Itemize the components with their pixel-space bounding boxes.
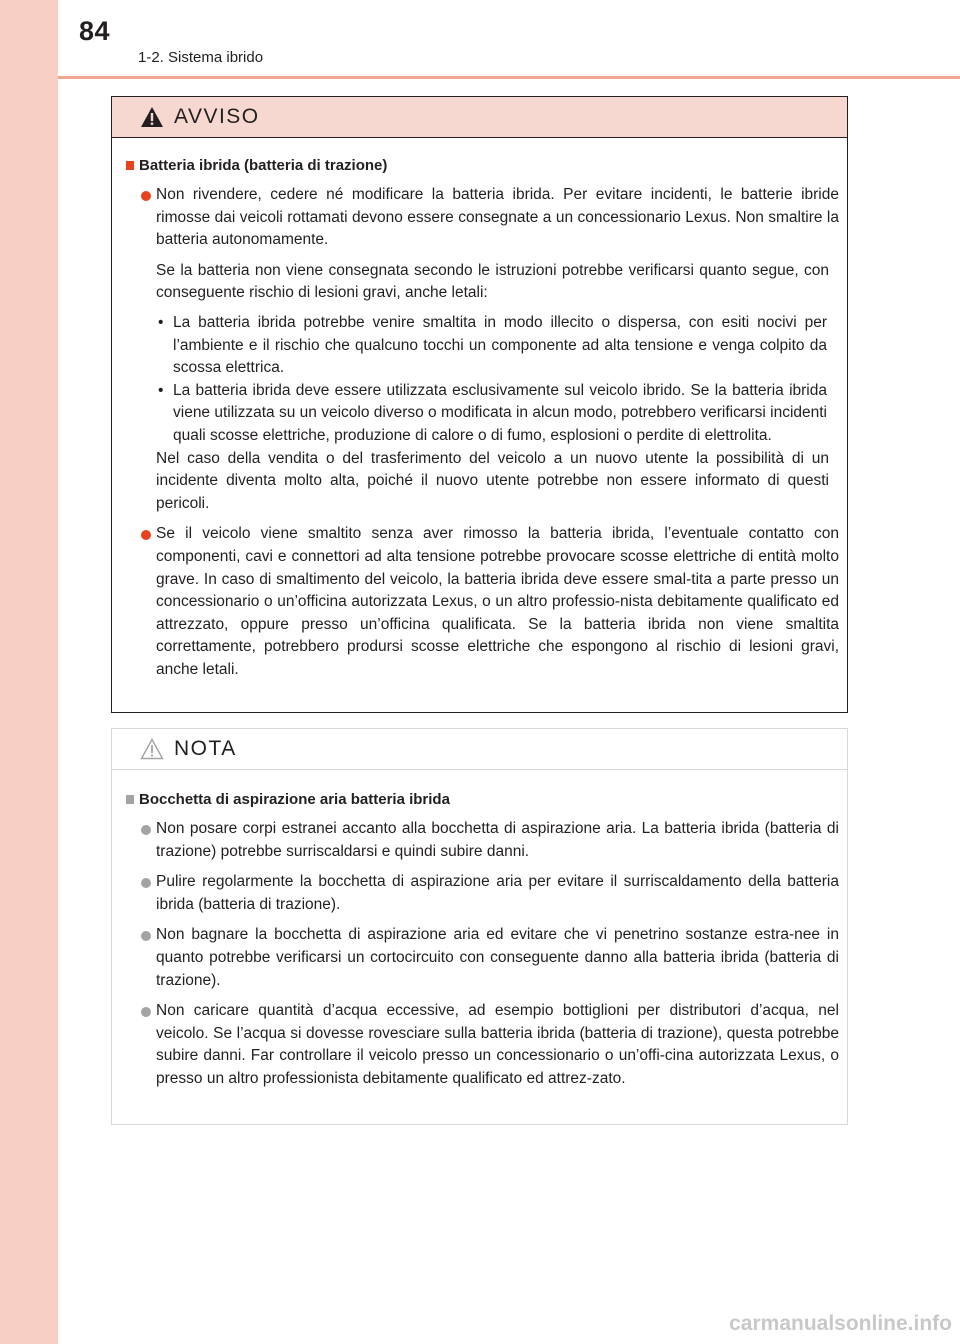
bullet-dot-icon <box>141 191 151 201</box>
note-subhead <box>126 789 839 811</box>
warning-subhead <box>126 155 839 177</box>
note-bullet-text: Non bagnare la bocchetta di aspirazione aria ed evitare che vi penetrino sostanze estra-nee in quanto potrebbe verificarsi un cortocircuito con conseguente danno alla batteria ibrida (batteria di trazione). <box>156 926 839 989</box>
note-content <box>126 789 839 1099</box>
warning-bullet-2-text: Se il veicolo viene smaltito senza aver rimosso la batteria ibrida, l’eventuale contatto con componenti, cavi e connettori ad alta tensione potrebbe provocare scosse elettriche di entità molto grave. In caso di smaltimento del veicolo, la batteria ibrida deve essere smal-tita a parte presso un concessionario o un’officina autorizzata Lexus, o un altro professio-nista debitamente qualificato ed attrezzato, oppure presso un’officina qualificata. Se la batteria ibrida non viene smaltita correttamente, potrebbero prodursi scosse elettriche che espongono al rischio di lesioni gravi, anche letali. <box>156 525 839 678</box>
watermark: carmanualsonline.info <box>729 1312 952 1335</box>
note-title: NOTA <box>174 737 237 760</box>
note-bullet <box>126 818 839 863</box>
note-bullet-text: Non posare corpi estranei accanto alla bocchetta di aspirazione aria. La batteria ibrida (batteria di trazione) potrebbe surriscaldarsi e quindi subire danni. <box>156 820 839 860</box>
bullet-dot-icon <box>141 825 151 835</box>
warning-triangle-icon <box>140 106 164 128</box>
warning-content <box>126 155 839 689</box>
page-margin-band <box>0 0 58 1344</box>
section-title: 1-2. Sistema ibrido <box>138 49 264 66</box>
note-header <box>112 729 847 770</box>
page-header <box>58 0 960 78</box>
warning-header <box>112 97 847 138</box>
warning-subhead-text: Batteria ibrida (batteria di trazione) <box>139 157 388 174</box>
bullet-dot-icon <box>141 878 151 888</box>
sub-bullet-mark: • <box>158 313 164 331</box>
sub-bullet-text: La batteria ibrida deve essere utilizzata esclusivamente sul veicolo ibrido. Se la batteria ibrida viene utilizzata su un veicolo diverso o modificata in alcun modo, potrebbero verificarsi incidenti quali scosse elettriche, produzione di calore o di fumo, esplosioni o perdite di elettrolita. <box>173 381 827 444</box>
warning-sub-bullet-list <box>156 312 839 448</box>
note-bullet <box>126 871 839 916</box>
warning-bullet-1-para-2: Se la batteria non viene consegnata secondo le istruzioni potrebbe verificarsi quanto segue, con conseguente rischio di lesioni gravi, anche letali: <box>156 261 829 302</box>
list-item <box>156 380 827 448</box>
caution-triangle-icon <box>140 738 164 760</box>
warning-box <box>111 96 848 713</box>
note-bullet <box>126 924 839 992</box>
note-box <box>111 728 848 1125</box>
warning-bullet <box>126 184 839 515</box>
note-bullet-text: Pulire regolarmente la bocchetta di aspirazione aria per evitare il surriscaldamento della batteria ibrida (batteria di trazione). <box>156 873 839 913</box>
list-item <box>156 312 827 380</box>
note-bullet <box>126 1000 839 1090</box>
bullet-dot-icon <box>141 530 151 540</box>
square-bullet-icon <box>126 161 134 170</box>
header-rule <box>58 76 960 79</box>
warning-title: AVVISO <box>174 105 260 128</box>
bullet-dot-icon <box>141 1007 151 1017</box>
sub-bullet-text: La batteria ibrida potrebbe venire smaltita in modo illecito o dispersa, con esiti nocivi per l’ambiente e il rischio che qualcuno tocchi un componente ad alta tensione e venga colpito da scossa elettrica. <box>173 313 827 377</box>
note-bullet-text: Non caricare quantità d’acqua eccessive, ad esempio bottiglioni per distributori d’acqua, nel veicolo. Se l’acqua si dovesse rovesciare sulla batteria ibrida (batteria di trazione), questa potrebbe subire danni. Far controllare il veicolo presso un concessionario o un’offi-cina autorizzata Lexus, o presso un altro professionista debitamente qualificato ed attrez-zato. <box>156 1002 839 1087</box>
warning-bullet-1-text: Non rivendere, cedere né modificare la batteria ibrida. Per evitare incidenti, le batterie ibride rimosse dai veicoli rottamati devono essere consegnate a un concessionario Lexus. Non smaltire la batteria autonomamente. <box>156 186 839 249</box>
square-bullet-icon <box>126 795 134 804</box>
sub-bullet-mark: • <box>158 381 164 399</box>
warning-bullet <box>126 523 839 681</box>
note-subhead-text: Bocchetta di aspirazione aria batteria ibrida <box>139 791 450 808</box>
page-number: 84 <box>79 16 111 46</box>
bullet-dot-icon <box>141 931 151 941</box>
warning-bullet-1-para-3: Nel caso della vendita o del trasferimento del veicolo a un nuovo utente la possibilità di un incidente diventa molto alta, poiché il nuovo utente potrebbe non essere informato di questi pericoli. <box>156 449 829 512</box>
